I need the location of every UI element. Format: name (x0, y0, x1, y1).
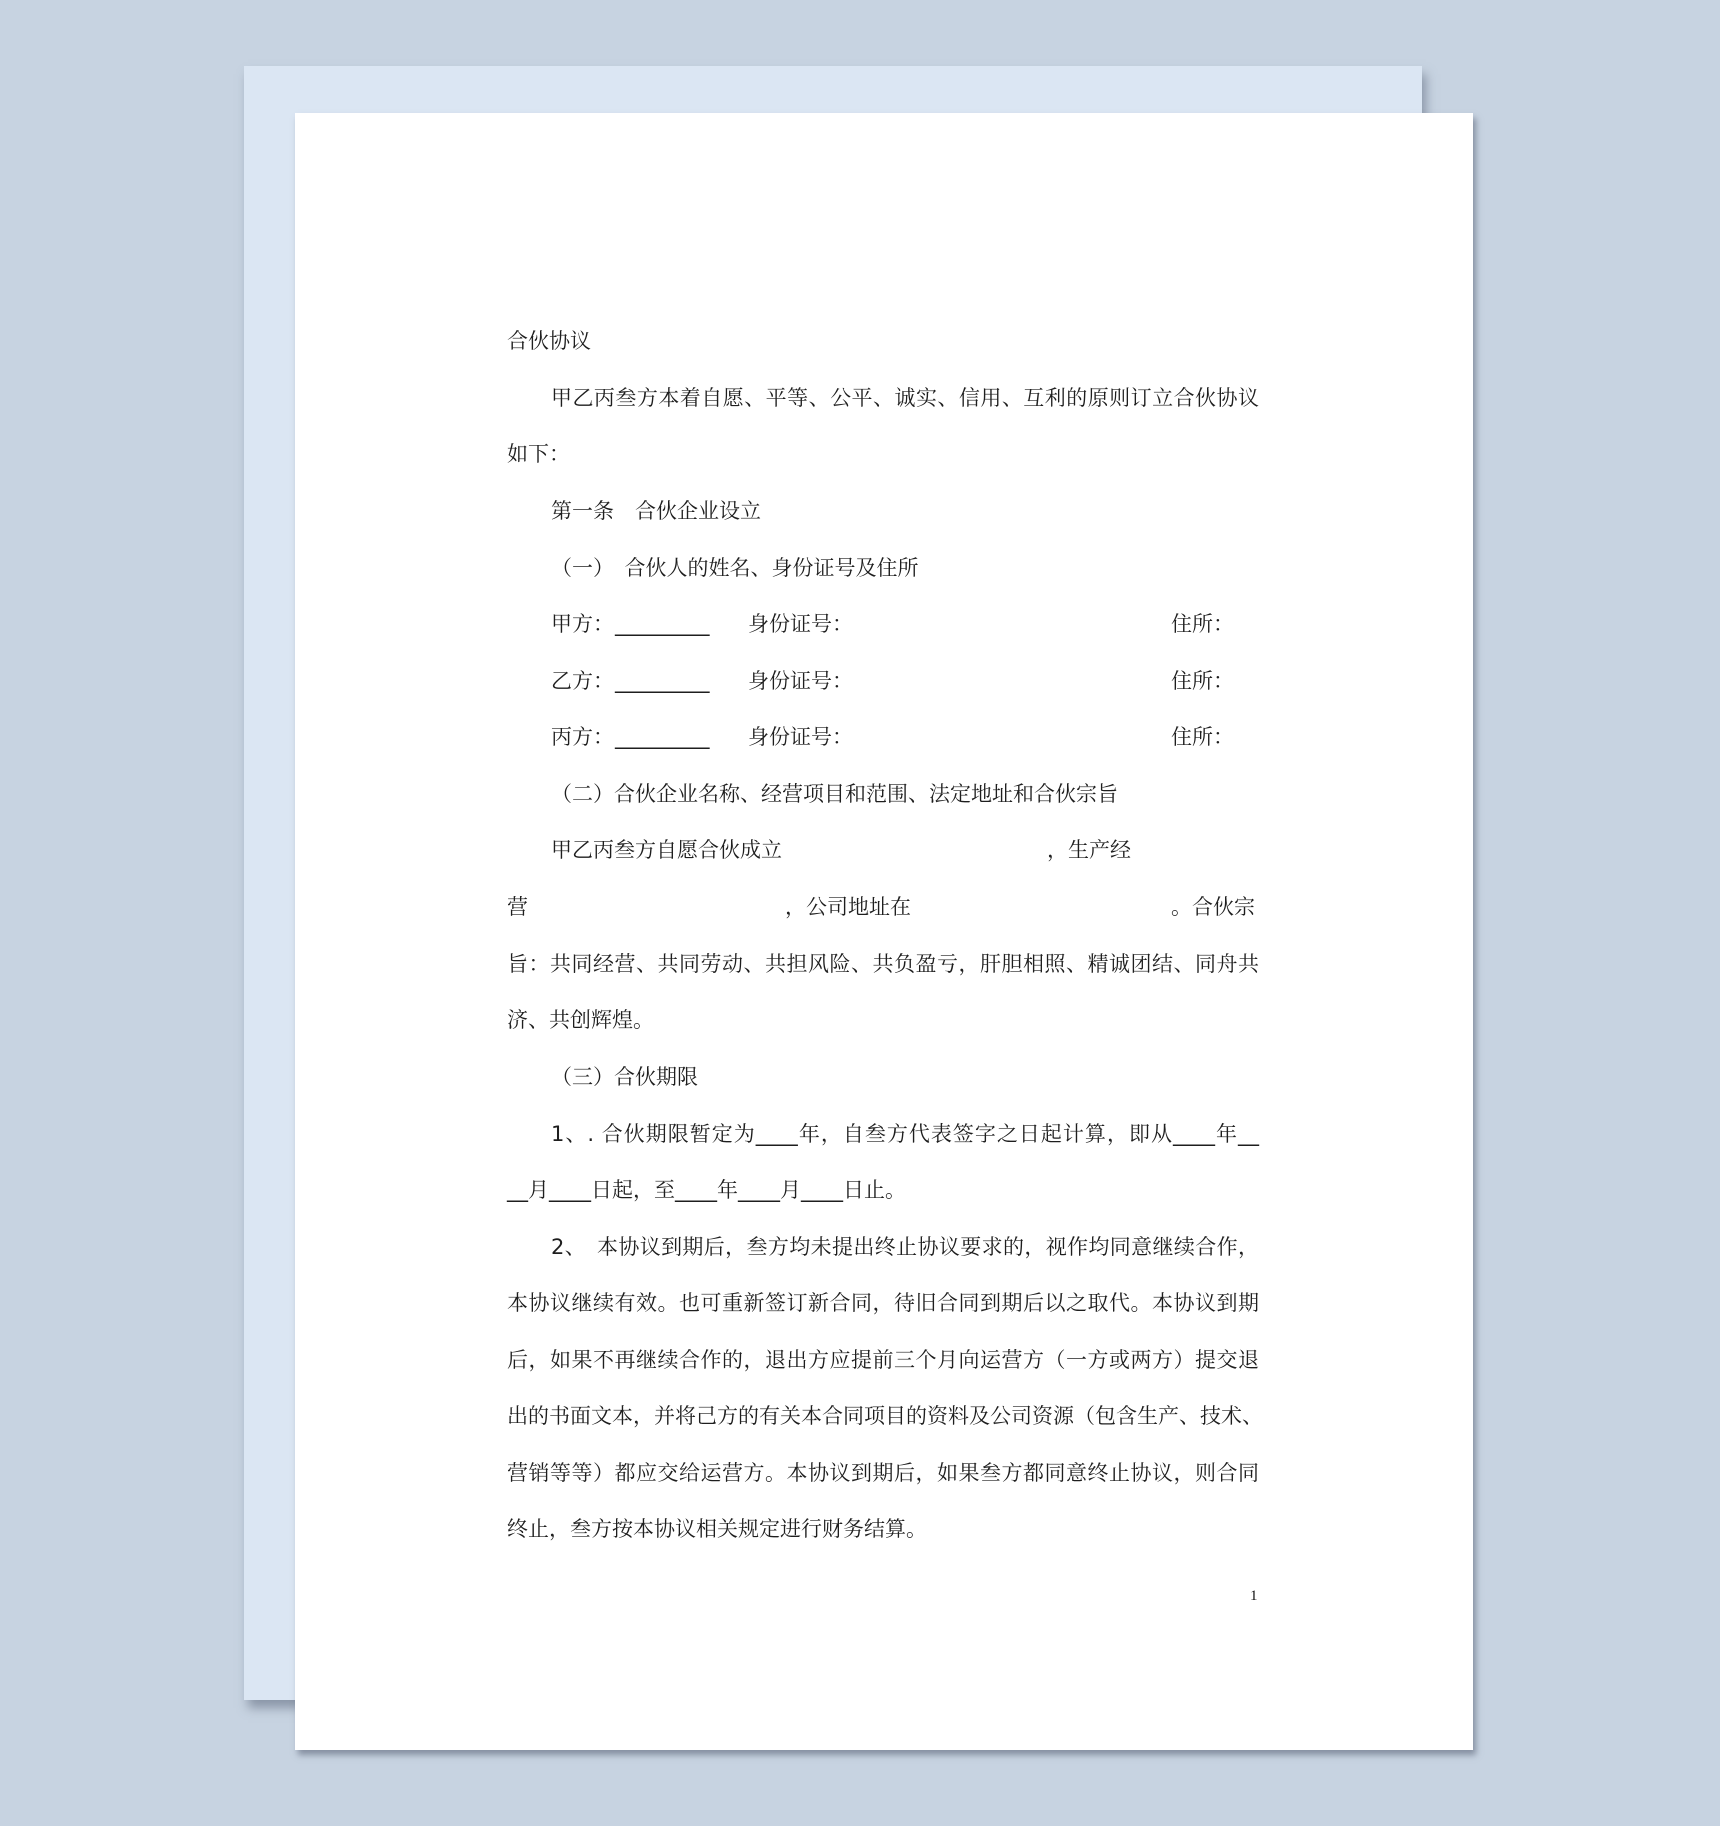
id-number-label: 身份证号： (748, 669, 853, 693)
section-2-line-4: 济、共创辉煌。 (507, 1008, 654, 1032)
term-item-2-line-5: 营销等等）都应交给运营方。本协议到期后，如果叁方都同意终止协议，则合同 (507, 1461, 1259, 1485)
section-2-line-2-end: 。合伙宗 (1171, 895, 1255, 919)
address-label: 住所： (1171, 725, 1234, 749)
term-item-1-line-1: 1、. 合伙期限暂定为____年，自叁方代表签字之日起计算，即从____年__ (551, 1122, 1259, 1146)
address-label: 住所： (1171, 612, 1234, 636)
section-2-line-2-start: 营 (507, 895, 528, 919)
term-item-1-line-2: __月____日起，至____年____月____日止。 (507, 1178, 906, 1202)
term-item-2-line-3: 后，如果不再继续合作的，退出方应提前三个月向运营方（一方或两方）提交退 (507, 1348, 1259, 1372)
section-3-heading: （三）合伙期限 (551, 1065, 698, 1089)
party-label: 丙方： (551, 725, 614, 749)
intro-paragraph-line-2: 如下： (507, 442, 570, 466)
name-blank[interactable]: _________ (615, 725, 710, 749)
term-item-2-line-6: 终止，叁方按本协议相关规定进行财务结算。 (507, 1517, 927, 1541)
term-item-2-line-2: 本协议继续有效。也可重新签订新合同，待旧合同到期后以之取代。本协议到期 (507, 1291, 1259, 1315)
term-item-2-line-4: 出的书面文本，并将己方的有关本合同项目的资料及公司资源（包含生产、技术、 (507, 1404, 1263, 1428)
article-1-heading: 第一条 合伙企业设立 (551, 499, 761, 523)
term-item-2-line-1: 2、 本协议到期后，叁方均未提出终止协议要求的，视作均同意继续合作， (551, 1235, 1259, 1259)
document-title: 合伙协议 (507, 329, 591, 353)
party-label: 乙方： (551, 669, 614, 693)
id-number-label: 身份证号： (748, 725, 853, 749)
intro-paragraph-line-1: 甲乙丙叁方本着自愿、平等、公平、诚实、信用、互利的原则订立合伙协议 (551, 386, 1259, 410)
page-number: 1 (1250, 1588, 1258, 1604)
section-2-line-2-mid: ，公司地址在 (785, 895, 911, 919)
section-2-heading: （二）合伙企业名称、经营项目和范围、法定地址和合伙宗旨 (551, 782, 1118, 806)
document-page (295, 113, 1473, 1750)
name-blank[interactable]: _________ (615, 669, 710, 693)
section-2-text-end: ，生产经 (1047, 838, 1131, 862)
section-2-line-3: 旨：共同经营、共同劳动、共担风险、共负盈亏，肝胆相照、精诚团结、同舟共 (507, 952, 1259, 976)
section-2-text-start: 甲乙丙叁方自愿合伙成立 (551, 838, 782, 862)
name-blank[interactable]: _________ (615, 612, 710, 636)
section-1-heading: （一） 合伙人的姓名、身份证号及住所 (551, 556, 919, 580)
address-label: 住所： (1171, 669, 1234, 693)
party-label: 甲方： (551, 612, 614, 636)
id-number-label: 身份证号： (748, 612, 853, 636)
